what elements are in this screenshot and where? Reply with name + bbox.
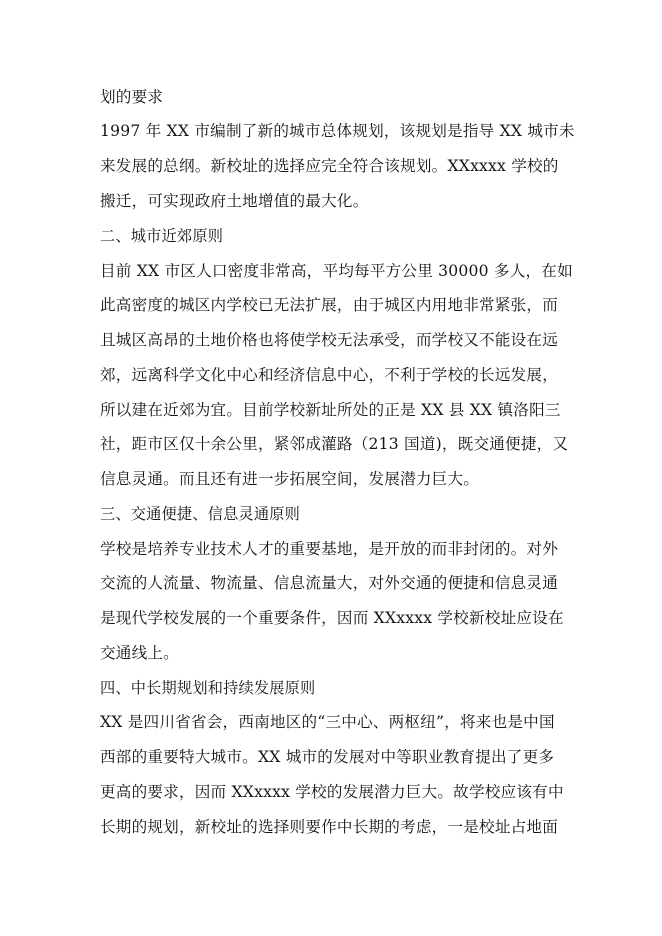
text-line-9: 郊，远离科学文化中心和经济信息中心，不利于学校的长远发展， <box>100 366 559 384</box>
text-line-16: 是现代学校发展的一个重要条件，因而 XXxxxx 学校新校址应设在 <box>100 609 564 627</box>
text-line-15: 交流的人流量、物流量、信息流量大，对外交通的便捷和信息灵通 <box>100 574 559 592</box>
text-line-11: 社，距市区仅十余公里，紧邻成灌路（213 国道)，既交通便捷，又 <box>100 435 569 453</box>
text-line-2: 1997 年 XX 市编制了新的城市总体规划，该规划是指导 XX 城市未 <box>100 122 575 140</box>
text-line-17: 交通线上。 <box>100 644 179 662</box>
text-line-6: 目前 XX 市区人口密度非常高，平均每平方公里 30000 多人，在如 <box>100 262 573 280</box>
text-line-7: 此高密度的城区内学校已无法扩展，由于城区内用地非常紧张，而 <box>100 296 559 314</box>
text-line-12: 信息灵通。而且还有进一步拓展空间，发展潜力巨大。 <box>100 470 480 488</box>
text-line-20: 西部的重要特大城市。XX 城市的发展对中等职业教育提出了更多 <box>100 748 555 766</box>
text-line-8: 且城区高昂的土地价格也将使学校无法承受，而学校又不能设在远 <box>100 331 559 349</box>
text-line-21: 更高的要求，因而 XXxxxx 学校的发展潜力巨大。故学校应该有中 <box>100 783 564 801</box>
section-heading-4: 四、中长期规划和持续发展原则 <box>100 679 316 697</box>
text-line-3: 来发展的总纲。新校址的选择应完全符合该规划。XXxxxx 学校的 <box>100 157 559 175</box>
section-heading-3: 三、交通便捷、信息灵通原则 <box>100 505 301 523</box>
text-line-19: XX 是四川省省会，西南地区的“三中心、两枢纽”，将来也是中国 <box>100 713 555 731</box>
text-line-10: 所以建在近郊为宜。目前学校新址所处的正是 XX 县 XX 镇洛阳三 <box>100 401 561 419</box>
text-line-1: 划的要求 <box>100 88 164 106</box>
text-line-22: 长期的规划，新校址的选择则要作中长期的考虑，一是校址占地面 <box>100 818 559 836</box>
text-line-14: 学校是培养专业技术人才的重要基地，是开放的而非封闭的。对外 <box>100 540 559 558</box>
section-heading-2: 二、城市近郊原则 <box>100 227 224 245</box>
text-line-4: 搬迁，可实现政府土地增值的最大化。 <box>100 192 369 210</box>
